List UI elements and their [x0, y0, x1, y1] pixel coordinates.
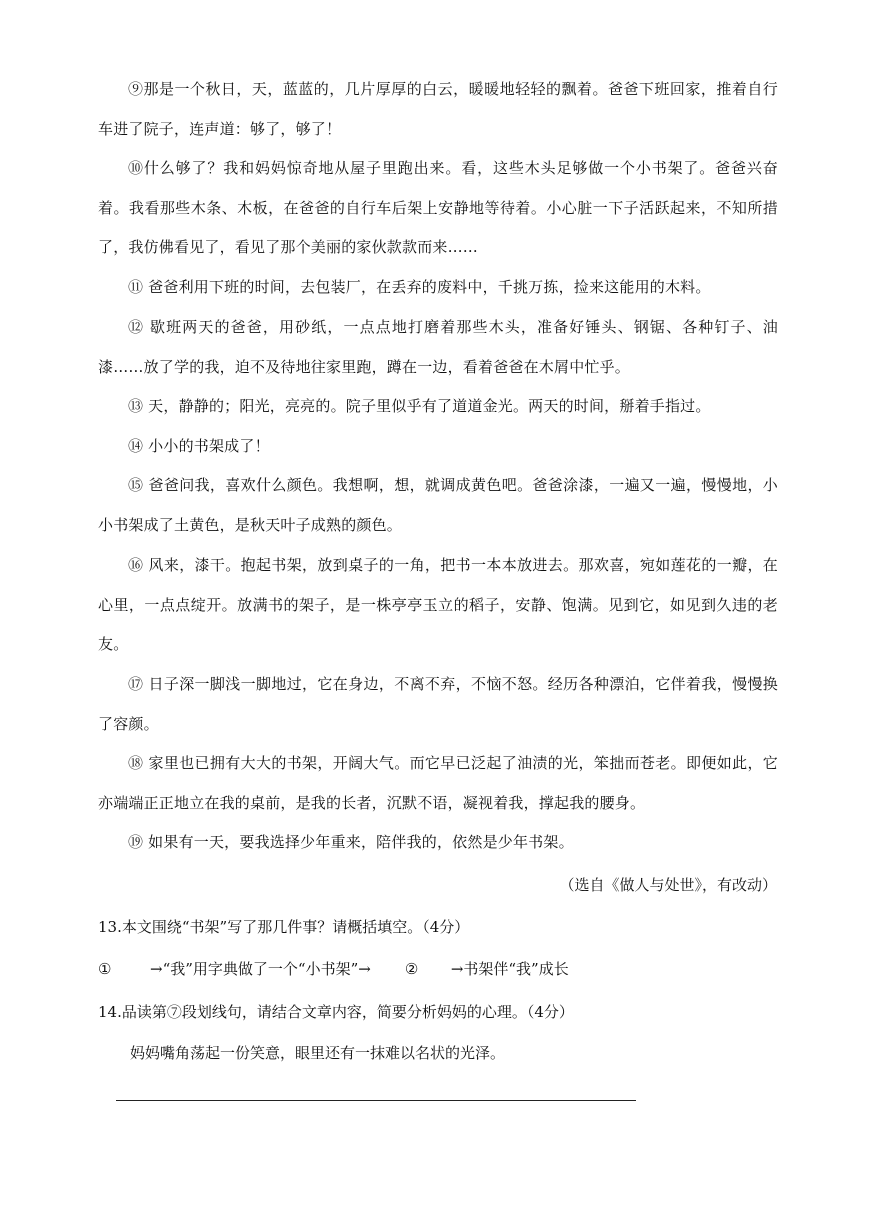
- paragraph-14: ⑭ 小小的书架成了！: [128, 437, 270, 455]
- question-13-blank-1[interactable]: ①: [98, 960, 112, 978]
- question-13-fill-row: [98, 955, 569, 983]
- paragraph-13: ⑬ 天，静静的；阳光，亮亮的。院子里似乎有了道道金光。两天的时间，掰着手指过。: [128, 397, 711, 415]
- paragraph-17: ⑰ 日子深一脚浅一脚地过，它在身边，不离不弃，不恼不怒。经历各种漂泊，它伴着我，慢慢换了容颜。: [98, 675, 778, 733]
- paragraph-10: ⑩什么够了？我和妈妈惊奇地从屋子里跑出来。看，这些木头足够做一个小书架了。爸爸兴奋着。我看那些木条、木板，在爸爸的自行车后架上安静地等待着。小心脏一下子活跃起来，不知所措了，我仿佛看见了，看见了那个美丽的家伙款款而来……: [98, 159, 778, 256]
- paragraph-19: ⑲ 如果有一天，要我选择少年重来，陪伴我的，依然是少年书架。: [128, 833, 574, 851]
- question-13-end-text: →书架伴“我”成长: [450, 960, 569, 978]
- paragraph-9: ⑨那是一个秋日，天，蓝蓝的，几片厚厚的白云，暖暖地轻轻的飘着。爸爸下班回家，推着自行车进了院子，连声道：够了，够了！: [98, 80, 778, 138]
- source-citation: （选自《做人与处世》，有改动）: [559, 876, 777, 894]
- paragraph-15: ⑮ 爸爸问我，喜欢什么颜色。我想啊，想，就调成黄色吧。爸爸涂漆，一遍又一遍，慢慢地，小小书架成了土黄色，是秋天叶子成熟的颜色。: [98, 476, 778, 534]
- question-14-prompt: 14.品读第⑦段划线句，请结合文章内容，简要分析妈妈的心理。（4分）: [98, 1003, 574, 1021]
- paragraph-12: ⑫ 歇班两天的爸爸，用砂纸，一点点地打磨着那些木头，准备好锤头、钢锯、各种钉子、油漆……放了学的我，迫不及待地往家里跑，蹲在一边，看着爸爸在木屑中忙乎。: [98, 318, 778, 376]
- answer-line[interactable]: [116, 1100, 636, 1101]
- question-13-blank-2[interactable]: ②: [404, 960, 419, 978]
- question-13-middle-text: →“我”用字典做了一个“小书架”→: [150, 960, 371, 978]
- question-14-quote: 妈妈嘴角荡起一份笑意，眼里还有一抹难以名状的光泽。: [130, 1044, 506, 1062]
- paragraph-11: ⑪ 爸爸利用下班的时间，去包装厂，在丢弃的废料中，千挑万拣，捡来这能用的木料。: [128, 278, 711, 296]
- paragraph-16: ⑯ 风来，漆干。抱起书架，放到桌子的一角，把书一本本放进去。那欢喜，宛如莲花的一瓣，在心里，一点点绽开。放满书的架子，是一株亭亭玉立的稻子，安静、饱满。见到它，如见到久违的老友。: [98, 556, 778, 653]
- paragraph-18: ⑱ 家里也已拥有大大的书架，开阔大气。而它早已泛起了油渍的光，笨拙而苍老。即便如此，它亦端端正正地立在我的桌前，是我的长者，沉默不语，凝视着我，撑起我的腰身。: [98, 754, 778, 812]
- question-13-prompt: 13.本文围绕“书架”写了那几件事？请概括填空。（4分）: [98, 918, 470, 936]
